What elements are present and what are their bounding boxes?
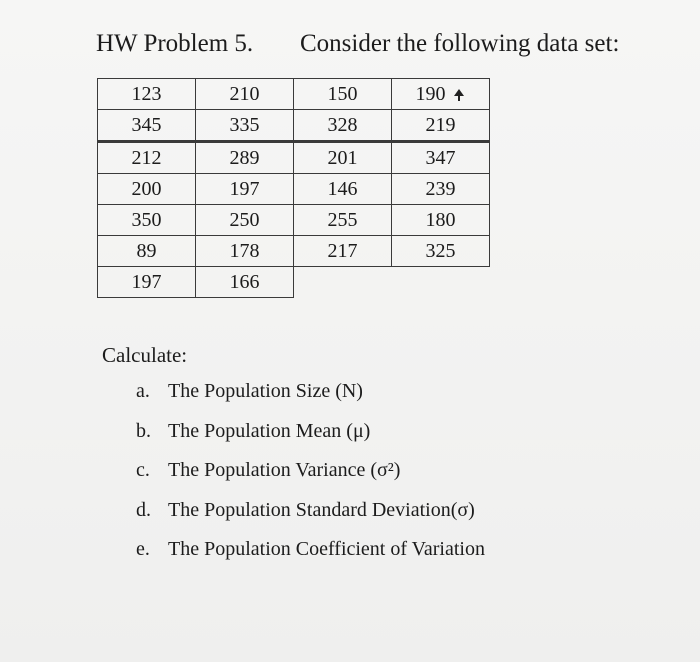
table-row: [98, 267, 490, 298]
table-row: [98, 79, 490, 110]
list-item-text: The Population Standard Deviation(σ): [168, 498, 475, 521]
list-item-letter: b.: [136, 419, 151, 442]
table-row: [98, 205, 490, 236]
table-cell: 325: [392, 236, 490, 267]
table-row: [98, 174, 490, 205]
table-cell: 197: [196, 174, 294, 205]
list-item-text: The Population Coefficient of Variation: [168, 538, 485, 560]
list-item-text: The Population Mean (μ): [168, 419, 371, 442]
list-item-letter: d.: [136, 498, 151, 521]
list-item-letter: a.: [136, 380, 150, 402]
list-item-letter: e.: [136, 538, 150, 560]
table-cell: [392, 79, 490, 110]
table-cell: 180: [392, 205, 490, 236]
list-item: [136, 459, 485, 499]
table-cell: 335: [196, 110, 294, 142]
list-item: [136, 420, 485, 460]
table-cell: 123: [98, 79, 196, 110]
table-cell-empty: [294, 267, 392, 298]
table-row: [98, 236, 490, 267]
table-cell: 178: [196, 236, 294, 267]
table-cell: 212: [98, 142, 196, 174]
instruction-text: Consider the following data set:: [300, 30, 620, 57]
table-cell: 239: [392, 174, 490, 205]
table-cell: 201: [294, 142, 392, 174]
calculate-heading: Calculate:: [102, 343, 188, 367]
table-cell: 250: [196, 205, 294, 236]
list-item-text: The Population Size (N): [168, 380, 363, 402]
table-cell: 166: [196, 267, 294, 298]
list-item: [136, 380, 485, 420]
table-cell: 210: [196, 79, 294, 110]
table-cell-value: 190: [415, 83, 446, 105]
table-cell: 200: [98, 174, 196, 205]
table-cell-empty: [392, 267, 490, 298]
table-cell: 217: [294, 236, 392, 267]
question-list: [136, 380, 485, 578]
table-cell: 89: [98, 236, 196, 267]
table-row: [98, 110, 490, 142]
list-item: [136, 499, 485, 539]
table-cell: 146: [294, 174, 392, 205]
data-table: [97, 78, 490, 298]
table-cell: 345: [98, 110, 196, 142]
table-cell: 350: [98, 205, 196, 236]
list-item: [136, 538, 485, 578]
list-item-text: The Population Variance (σ²): [168, 459, 401, 481]
table-cell: 150: [294, 79, 392, 110]
mouse-cursor-icon: [452, 88, 466, 102]
table-cell: 289: [196, 142, 294, 174]
problem-title: HW Problem 5.: [96, 30, 254, 57]
table-cell: 328: [294, 110, 392, 142]
table-cell: 347: [392, 142, 490, 174]
table-cell: 255: [294, 205, 392, 236]
table-cell: 219: [392, 110, 490, 142]
list-item-letter: c.: [136, 459, 150, 481]
table-row: [98, 142, 490, 174]
table-cell: 197: [98, 267, 196, 298]
